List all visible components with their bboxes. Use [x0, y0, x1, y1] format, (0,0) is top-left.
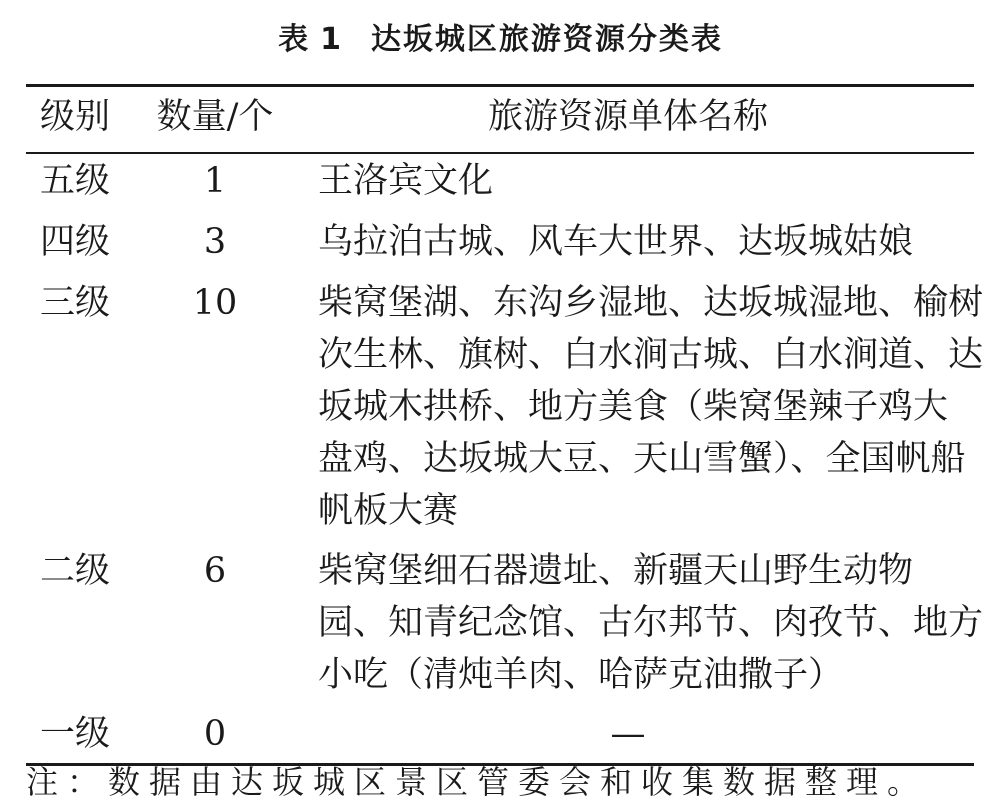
row-names: [318, 708, 938, 760]
table-title-text: 达坂城区旅游资源分类表: [370, 22, 723, 57]
names-line: 园、知青纪念馆、古尔邦节、肉孜节、地方: [318, 603, 984, 643]
row-names: [318, 216, 983, 268]
names-line: 坂城木拱桥、地方美食（柴窝堡辣子鸡大: [318, 387, 949, 427]
names-line: —: [610, 714, 646, 754]
row-names: [318, 155, 983, 207]
table-top-rule: [26, 84, 974, 87]
row-count: 3: [203, 222, 227, 262]
names-line: 柴窝堡细石器遗址、新疆天山野生动物: [318, 551, 914, 591]
row-count: 6: [203, 551, 227, 591]
names-line: 帆板大赛: [318, 491, 459, 531]
names-line: 次生林、旗树、白水涧古城、白水涧道、达: [318, 335, 984, 375]
names-line: 柴窝堡湖、东沟乡湿地、达坂城湿地、榆树: [318, 283, 984, 323]
names-line: 小吃（清炖羊肉、哈萨克油撒子）: [318, 655, 844, 695]
table-title-number: 1: [320, 22, 343, 57]
header-count: 数量/个: [156, 97, 274, 137]
row-names: [318, 545, 983, 701]
names-line: 王洛宾文化: [318, 161, 494, 201]
row-level: 四级: [40, 222, 111, 262]
names-line: 盘鸡、达坂城大豆、天山雪蟹）、全国帆船: [318, 439, 966, 479]
table-header-rule: [26, 152, 974, 154]
row-names: [318, 277, 983, 537]
names-line: 乌拉泊古城、风车大世界、达坂城姑娘: [318, 222, 914, 262]
row-level: 一级: [40, 714, 111, 754]
table-title: [0, 14, 1001, 58]
row-level: 二级: [40, 551, 111, 591]
header-level: 级别: [40, 97, 111, 137]
row-count: 1: [203, 161, 227, 201]
table-note: 注：数据由达坂城区景区管委会和收集数据整理。: [26, 763, 929, 801]
row-count: 10: [192, 283, 238, 323]
row-count: 0: [203, 714, 227, 754]
header-names: 旅游资源单体名称: [487, 97, 768, 137]
row-level: 三级: [40, 283, 111, 323]
row-level: 五级: [40, 161, 111, 201]
table-title-label: 表: [278, 22, 311, 57]
